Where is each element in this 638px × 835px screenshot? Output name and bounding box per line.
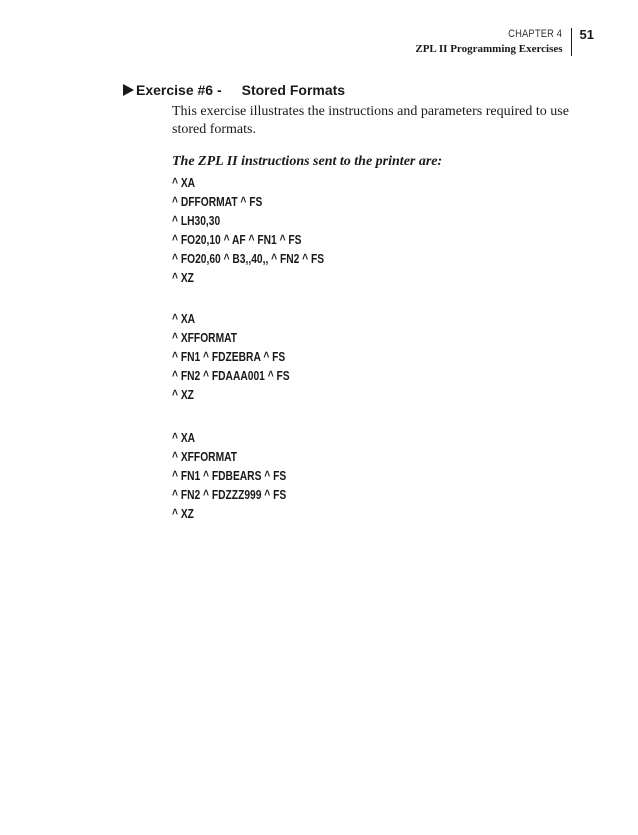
code-line: ^ FN1 ^ FDBEARS ^ FS <box>172 469 287 483</box>
chapter-label: CHAPTER 4 <box>508 28 563 40</box>
code-line: ^ FN2 ^ FDZZZ999 ^ FS <box>172 488 287 502</box>
code-line: ^ XA <box>172 431 196 445</box>
exercise-heading <box>123 82 345 98</box>
exercise-number: Exercise #6 - <box>136 82 222 98</box>
code-line: ^ XFFORMAT <box>172 450 238 464</box>
code-line: ^ FO20,60 ^ B3,,40,, ^ FN2 ^ FS <box>172 252 325 266</box>
code-block-define-format <box>172 174 358 288</box>
code-line: ^ XA <box>172 312 196 326</box>
code-line: ^ XZ <box>172 507 194 521</box>
running-header <box>415 28 571 56</box>
instructions-heading: The ZPL II instructions sent to the printer are: <box>172 154 443 169</box>
running-title: ZPL II Programming Exercises <box>415 43 563 55</box>
code-block-recall-zebra <box>172 310 315 405</box>
code-line: ^ XA <box>172 176 196 190</box>
page-header <box>415 28 594 56</box>
code-line: ^ XFFORMAT <box>172 331 238 345</box>
code-line: ^ FO20,10 ^ AF ^ FN1 ^ FS <box>172 233 302 247</box>
code-line: ^ FN2 ^ FDAAA001 ^ FS <box>172 369 290 383</box>
exercise-title: Stored Formats <box>241 82 346 98</box>
code-block-recall-bears <box>172 429 311 524</box>
code-line: ^ LH30,30 <box>172 214 221 228</box>
code-line: ^ DFFORMAT ^ FS <box>172 195 263 209</box>
intro-paragraph: This exercise illustrates the instructions and parameters required to use stored formats. <box>172 104 569 137</box>
page-number: 51 <box>579 27 594 42</box>
pointer-arrow-icon <box>123 84 134 96</box>
exercise-body <box>172 103 572 171</box>
code-line: ^ FN1 ^ FDZEBRA ^ FS <box>172 350 286 364</box>
code-line: ^ XZ <box>172 388 194 402</box>
code-line: ^ XZ <box>172 271 194 285</box>
